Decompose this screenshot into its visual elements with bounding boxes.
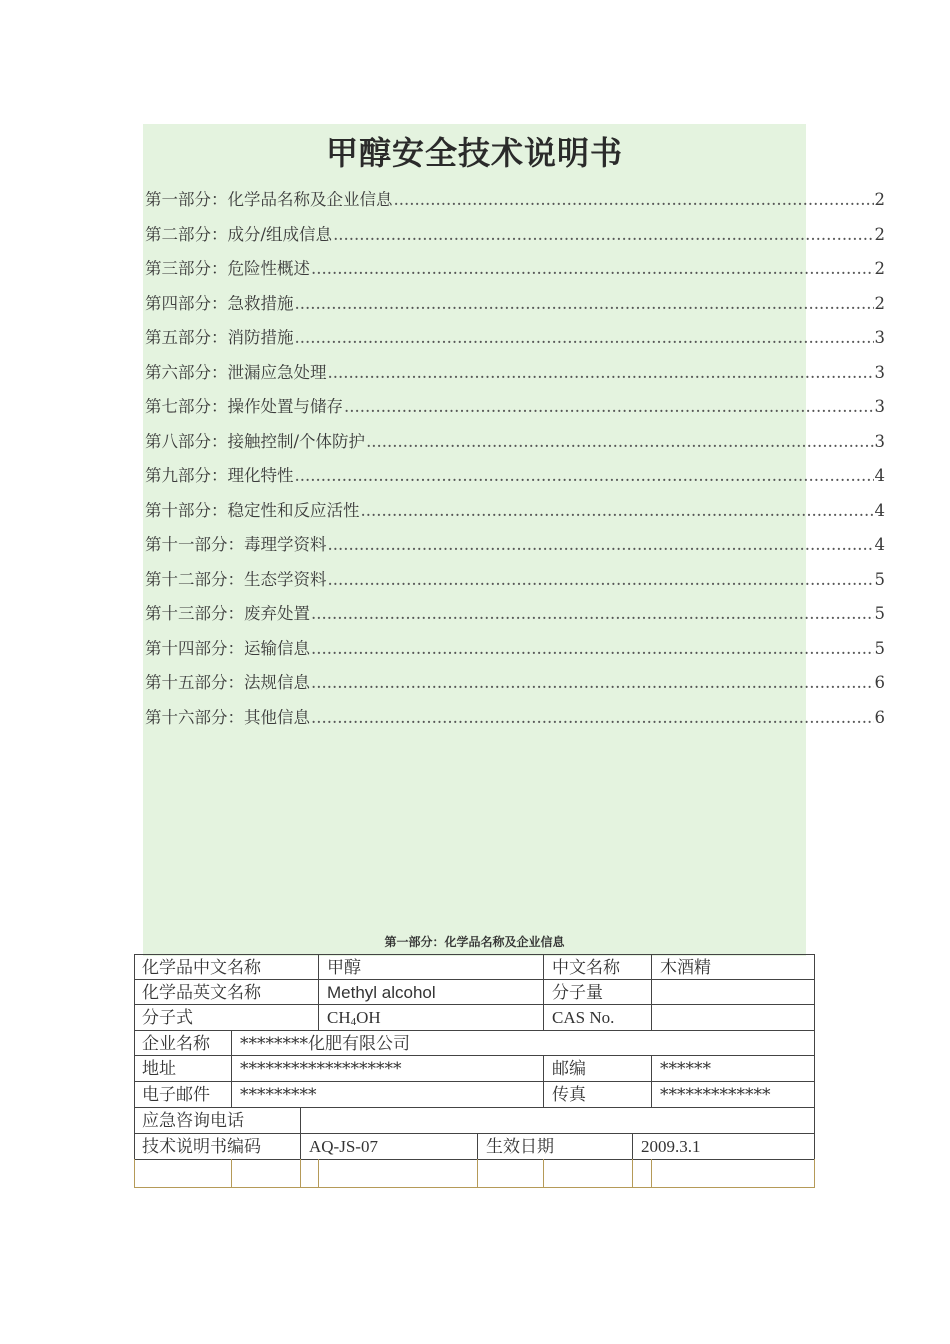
toc-entry-label: 第五部分：消防措施 [145, 328, 294, 347]
toc-entry-label: 第八部分：接触控制/个体防护 [145, 431, 366, 451]
section1-heading: 第一部分：化学品名称及企业信息 [384, 935, 565, 949]
toc-entry-label: 第四部分：急救措施 [145, 293, 294, 313]
toc-entry-label: 第十二部分：生态学资料 [145, 569, 327, 589]
toc-entry[interactable] [145, 704, 885, 739]
toc-dot-leader [311, 259, 874, 278]
toc-entry[interactable] [145, 600, 885, 635]
toc-entry-label: 第十部分：稳定性和反应活性 [145, 500, 360, 520]
toc-entry[interactable] [145, 497, 885, 532]
toc-dot-leader [295, 328, 874, 347]
cas-label: CAS No. [552, 1008, 615, 1027]
toc-dot-leader [344, 397, 874, 416]
toc-dot-leader [328, 535, 874, 554]
toc-entry-label: 第二部分：成分/组成信息 [145, 224, 333, 244]
date-value: 2009.3.1 [641, 1137, 701, 1156]
toc-entry-label: 第十五部分：法规信息 [145, 673, 310, 692]
toc-dot-leader [295, 466, 874, 485]
toc-dot-leader [328, 363, 874, 382]
toc-entry-label: 第十一部分：毒理学资料 [145, 535, 327, 554]
code-label: 技术说明书编码 [142, 1137, 261, 1157]
toc-dot-leader [333, 225, 873, 244]
toc-entry[interactable] [145, 462, 885, 497]
toc-entry-label: 第十三部分：废弃处置 [145, 604, 310, 623]
toc-entry-page: 3 [874, 431, 885, 451]
toc-entry-page: 2 [874, 190, 885, 209]
document-title: 甲醇安全技术说明书 [325, 134, 623, 172]
toc-entry[interactable] [145, 186, 885, 221]
toc-entry-page: 6 [874, 673, 885, 692]
toc-entry[interactable] [145, 290, 885, 325]
table-of-contents [145, 186, 885, 738]
cas-value [652, 1005, 814, 1007]
toc-entry[interactable] [145, 531, 885, 566]
email-value: ********* [240, 1085, 317, 1105]
postcode-value: ****** [660, 1059, 711, 1079]
toc-entry-page: 2 [874, 259, 885, 278]
toc-entry-page: 3 [874, 362, 885, 382]
toc-entry-label: 第七部分：操作处置与储存 [145, 397, 343, 416]
mw-value [652, 980, 814, 982]
toc-entry-page: 5 [874, 604, 885, 623]
address-label: 地址 [142, 1059, 176, 1079]
toc-entry-label: 第十四部分：运输信息 [145, 638, 310, 658]
toc-dot-leader [328, 570, 874, 589]
toc-dot-leader [311, 604, 874, 623]
toc-dot-leader [361, 501, 874, 520]
emergency-value [301, 1108, 814, 1110]
toc-dot-leader [366, 432, 873, 451]
toc-entry-page: 6 [874, 707, 885, 727]
formula-main: CH [327, 1008, 351, 1027]
address-value: ******************* [240, 1059, 402, 1079]
cn-name2-value: 木酒精 [660, 958, 711, 978]
toc-entry-page: 3 [874, 328, 885, 347]
toc-dot-leader [311, 639, 874, 658]
toc-entry[interactable] [145, 669, 885, 704]
toc-entry[interactable] [145, 324, 885, 359]
toc-dot-leader [311, 673, 874, 692]
code-value: AQ-JS-07 [309, 1137, 378, 1156]
company-value: ********化肥有限公司 [240, 1034, 410, 1054]
toc-dot-leader [394, 190, 874, 209]
chemical-info-table [134, 954, 815, 1188]
cn-name2-label: 中文名称 [552, 958, 620, 978]
toc-entry-page: 4 [874, 535, 885, 554]
toc-entry[interactable] [145, 359, 885, 394]
date-label: 生效日期 [486, 1137, 554, 1157]
formula-label: 分子式 [142, 1008, 193, 1028]
company-label: 企业名称 [142, 1034, 210, 1054]
toc-dot-leader [295, 294, 874, 313]
toc-entry-label: 第一部分：化学品名称及企业信息 [145, 190, 393, 209]
fax-value: ************* [660, 1085, 771, 1105]
toc-entry-page: 5 [874, 569, 885, 589]
toc-entry-label: 第十六部分：其他信息 [145, 707, 310, 727]
cn-name-value: 甲醇 [327, 958, 361, 978]
en-name-value: Methyl alcohol [327, 983, 436, 1002]
toc-dot-leader [311, 708, 874, 727]
toc-entry[interactable] [145, 255, 885, 290]
postcode-label: 邮编 [552, 1059, 586, 1079]
toc-entry[interactable] [145, 428, 885, 463]
toc-entry-page: 4 [874, 500, 885, 520]
toc-entry-page: 4 [874, 466, 885, 485]
email-label: 电子邮件 [142, 1085, 210, 1105]
toc-entry[interactable] [145, 221, 885, 256]
toc-entry[interactable] [145, 635, 885, 670]
toc-entry-page: 3 [874, 397, 885, 416]
toc-entry-label: 第六部分：泄漏应急处理 [145, 362, 327, 382]
toc-entry-page: 2 [874, 224, 885, 244]
toc-entry-label: 第三部分：危险性概述 [145, 259, 310, 278]
mw-label: 分子量 [552, 983, 603, 1003]
cn-name-label: 化学品中文名称 [142, 958, 261, 978]
toc-entry-label: 第九部分：理化特性 [145, 466, 294, 485]
formula-subscript: 4 [350, 1016, 357, 1028]
toc-entry[interactable] [145, 393, 885, 428]
toc-entry-page: 5 [874, 638, 885, 658]
en-name-label: 化学品英文名称 [142, 983, 261, 1003]
toc-entry[interactable] [145, 566, 885, 601]
emergency-label: 应急咨询电话 [142, 1111, 244, 1131]
formula-value [319, 1005, 543, 1033]
toc-entry-page: 2 [874, 293, 885, 313]
formula-tail: OH [356, 1008, 381, 1027]
fax-label: 传真 [552, 1085, 586, 1105]
